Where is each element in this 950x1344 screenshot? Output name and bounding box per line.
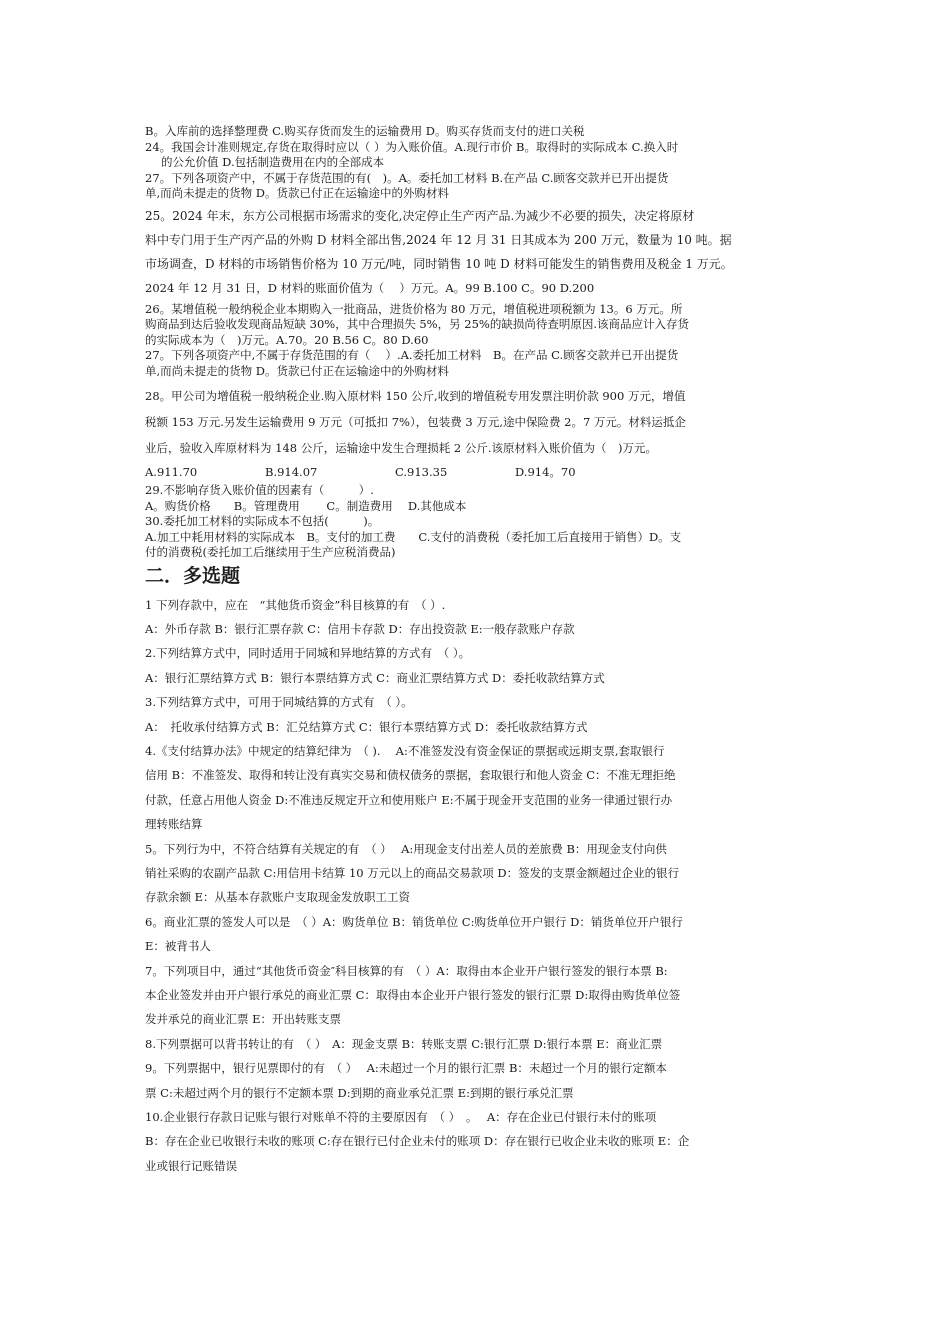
single-choice-block-b <box>145 302 815 380</box>
mq-6: 6。商业汇票的签发人可以是 （ ）A：购货单位 B：销货单位 C:购货单位开户银行 D：销货单位开户银行 <box>145 914 683 929</box>
question-27b-cont: 单,而尚未提走的货物 D。货款已付正在运输途中的外购材料 <box>145 363 450 378</box>
mq-9: 9。下列票据中，银行见票即付的有 （ ） A:未超过一个月的银行汇票 B：未超过一个月的银行定额本 <box>145 1061 667 1076</box>
mq-8: 8.下列票据可以背书转让的有 （ ） A：现金支票 B：转账支票 C:银行汇票 D:银行本票 E：商业汇票 <box>145 1036 663 1051</box>
mq-7-cont: 本企业签发并由开户银行承兑的商业汇票 C：取得由本企业开户银行签发的银行汇票 D:取得由购货单位签 <box>145 988 681 1002</box>
question-28-line: 28。甲公司为增值税一般纳税企业.购入原材料 150 公斤,收到的增值税专用发票注明价款 900 万元，增值 <box>145 389 686 403</box>
mq-5-cont: 存款余额 E：从基本存款账户支取现金发放职工工资 <box>145 890 411 905</box>
mq-10-cont: B：存在企业已收银行未收的账项 C:存在银行已付企业未付的账项 D：存在银行已收企业未收的账项 E：企 <box>145 1134 690 1149</box>
mq-4: 4.《支付结算办法》中规定的结算纪律为 （ ). A:不准签发没有资金保证的票据或远期支票,套取银行 <box>145 743 665 758</box>
question-text: B。入库前的选择整理费 C.购买存货而发生的运输费用 D。购买存货而支付的进口关税 <box>145 124 585 138</box>
document-page <box>145 124 815 1178</box>
question-26: 26。某增值税一般纳税企业本期购入一批商品，进货价格为 80 万元，增值税进项税额为 13。6 万元。所 <box>145 301 683 316</box>
question-25-line: 市场调查，D 材料的市场销售价格为 10 万元/吨，同时销售 10 吨 D 材料可能发生的销售费用及税金 1 万元。 <box>145 256 733 271</box>
question-27: 27。下列各项资产中，不属于存货范围的有( )。A。委托加工材料 B.在产品 C.顾客交款并已开出提货 <box>145 170 669 185</box>
option-b: B.914.07 <box>265 465 318 479</box>
single-choice-block-c <box>145 483 815 561</box>
mq-4-cont: 付款，任意占用他人资金 D:不准违反规定开立和使用账户 E:不属于现金开支范围的业务一律通过银行办 <box>145 792 673 807</box>
mq-3: 3.下列结算方式中，可用于同城结算的方式有 （ ）。 <box>145 695 413 710</box>
mq-7: 7。下列项目中，通过“其他货币资金″科目核算的有 （ ）A：取得由本企业开户银行签发的银行本票 B: <box>145 963 668 978</box>
mq-9-cont: 票 C:未超过两个月的银行不定额本票 D:到期的商业承兑汇票 E:到期的银行承兑汇票 <box>145 1085 574 1100</box>
question-30: 30.委托加工材料的实际成本不包括( )。 <box>145 514 380 528</box>
mq-1: 1 下列存款中，应在 “其他货币资金”科目核算的有 （ ）. <box>145 597 446 612</box>
option-c: C.913.35 <box>395 465 448 479</box>
question-26-cont: 的实际成本为（ )万元。A.70。20 B.56 C。80 D.60 <box>145 332 429 347</box>
mq-3-options: A： 托收承付结算方式 B：汇兑结算方式 C：银行本票结算方式 D：委托收款结算方式 <box>145 719 588 734</box>
option-d: D.914。70 <box>515 465 576 479</box>
question-24: 24。我国会计准则规定,存货在取得时应以（ ）为入账价值。A.现行市价 B。取得时的实际成本 C.换入时 <box>145 139 679 154</box>
mq-1-options: A：外币存款 B：银行汇票存款 C：信用卡存款 D：存出投资款 E:一般存款账户存款 <box>145 621 575 636</box>
question-27-cont: 单,而尚未提走的货物 D。货款已付正在运输途中的外购材料 <box>145 186 450 200</box>
question-30-cont: 付的消费税(委托加工后继续用于生产应税消费品) <box>145 545 396 559</box>
option-a: A.911.70 <box>145 465 198 479</box>
mq-6-cont: E：被背书人 <box>145 939 211 954</box>
mq-7-cont: 发并承兑的商业汇票 E：开出转账支票 <box>145 1012 342 1027</box>
question-25 <box>145 204 815 300</box>
question-28-line: 税额 153 万元.另发生运输费用 9 万元（可抵扣 7%），包装费 3 万元,途中保险费 2。7 万元。材料运抵企 <box>145 415 686 429</box>
question-28-options <box>145 461 815 483</box>
question-28-line: 业后，验收入库原材料为 148 公斤，运输途中发生合理损耗 2 公斤.该原材料入账价值为（ )万元。 <box>145 441 658 455</box>
multi-choice-block <box>145 593 815 1179</box>
question-28 <box>145 383 815 483</box>
mq-2-options: A：银行汇票结算方式 B：银行本票结算方式 C：商业汇票结算方式 D：委托收款结算方式 <box>145 670 605 685</box>
question-29: 29.不影响存货入账价值的因素有（ ）. <box>145 483 374 497</box>
single-choice-block-a <box>145 124 815 202</box>
question-25-line: 2024 年 12 月 31 日，D 材料的账面价值为（ ）万元。A。99 B.100 C。90 D.200 <box>145 280 595 295</box>
mq-10: 10.企业银行存款日记账与银行对账单不符的主要原因有 （ ） 。 A：存在企业已付银行未付的账项 <box>145 1110 657 1125</box>
question-25-line: 25。2024 年末，东方公司根据市场需求的变化,决定停止生产丙产品.为减少不必要的损失，决定将原材 <box>145 208 695 223</box>
mq-2: 2.下列结算方式中，同时适用于同城和异地结算的方式有 （ ）。 <box>145 646 471 661</box>
question-26-cont: 购商品到达后验收发现商品短缺 30%，其中合理损失 5%，另 25%的缺损尚待查明原因.该商品应计入存货 <box>145 317 689 331</box>
mq-5-cont: 销社采购的农副产品款 C:用信用卡结算 10 万元以上的商品交易款项 D：签发的支票金额超过企业的银行 <box>145 865 680 880</box>
question-29-options: A。购货价格 B。管理费用 C。制造费用 D.其他成本 <box>145 498 467 513</box>
section-title: 二．多选题 <box>145 564 241 587</box>
mq-4-cont: 信用 B：不准签发、取得和转让没有真实交易和债权债务的票据，套取银行和他人资金 C：不准无理拒绝 <box>145 768 676 783</box>
question-25-line: 料中专门用于生产丙产品的外购 D 材料全部出售,2024 年 12 月 31 日其成本为 200 万元，数量为 10 吨。据 <box>145 232 732 247</box>
mq-5: 5。下列行为中，不符合结算有关规定的有 （ ） A:用现金支付出差人员的差旅费 B：用现金支付向供 <box>145 841 667 856</box>
mq-10-cont: 业或银行记账错误 <box>145 1158 237 1173</box>
question-24-cont: 的公允价值 D.包括制造费用在内的全部成本 <box>161 155 385 169</box>
question-30-options: A.加工中耗用材料的实际成本 B。支付的加工费 C.支付的消费税（委托加工后直接用于销售）D。支 <box>145 529 682 544</box>
question-27b: 27。下列各项资产中,不属于存货范围的有（ ）.A.委托加工材料 B。在产品 C.顾客交款并已开出提货 <box>145 348 679 362</box>
mq-4-cont: 理转账结算 <box>145 817 203 832</box>
